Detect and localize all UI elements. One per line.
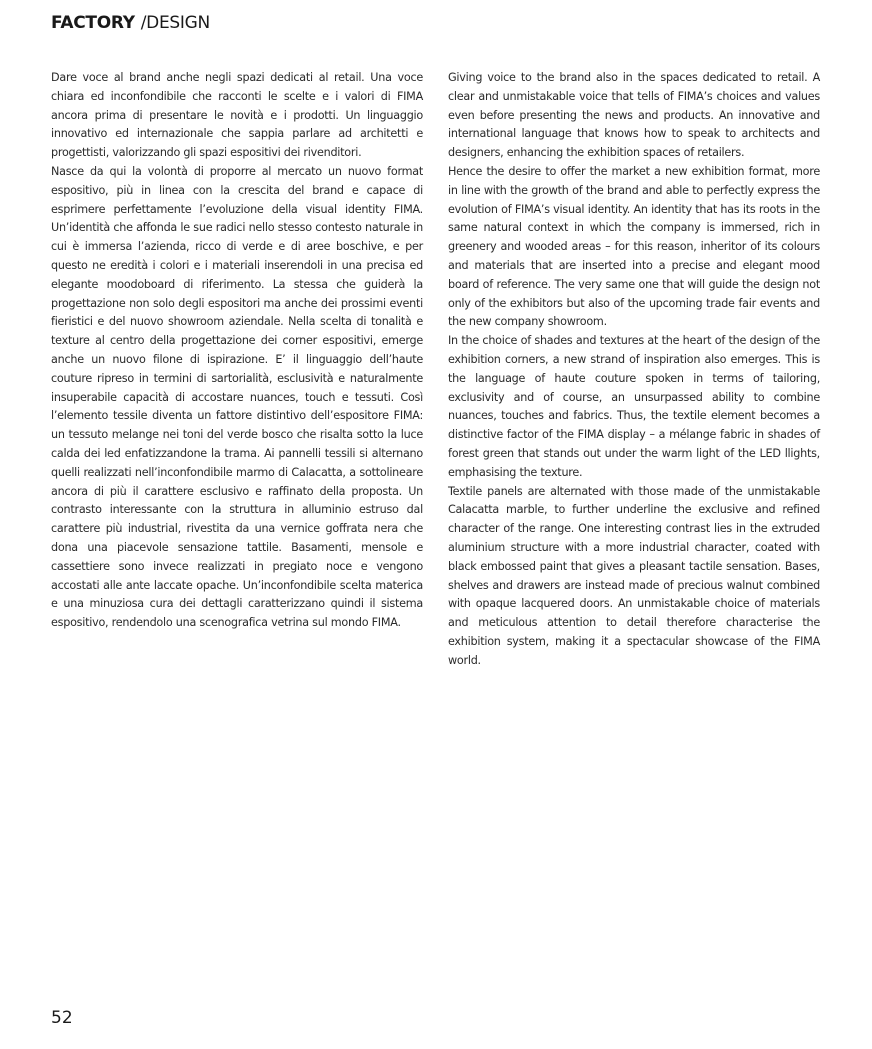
- page-number: 52: [51, 1008, 73, 1028]
- english-paragraph-1: Giving voice to the brand also in the spaces dedicated to retail. A clear and unmistakable voice that tells of FIMA’s choices and values even before presenting the news and products. An innovative and international language that knows how to speak to architects and designers, enhancing the exhibition spaces of retailers.: [448, 71, 820, 160]
- italian-paragraph-1: Dare voce al brand anche negli spazi dedicati al retail. Una voce chiara ed inconfondibile che racconti le scelte e i valori di FIMA ancora prima di presentare le novità e i prodotti. Un linguaggio innovativo ed internazionale che sappia parlare ad architetti e progettisti, valorizzando gli spazi espositivi dei rivenditori.: [51, 71, 423, 160]
- header-brand: FACTORY: [51, 13, 135, 33]
- english-paragraph-3: In the choice of shades and textures at the heart of the design of the exhibition corners, a new strand of inspiration also emerges. This is the language of haute couture spoken in terms of tailoring, exclusivity and of course, an unsurpassed ability to combine nuances, touches and fabrics. Thus, the textile element becomes a distinctive factor of the FIMA display – a mélange fabric in shades of forest green that stands out under the warm light of the LED llights, emphasising the texture.: [448, 334, 820, 479]
- italian-text-column: [51, 69, 423, 633]
- english-paragraph-4: Textile panels are alternated with those made of the unmistakable Calacatta marble, to further underline the exclusive and refined character of the range. One interesting contrast lies in the extruded aluminium structure with a more industrial character, coated with black embossed paint that gives a pleasant tactile sensation. Bases, shelves and drawers are instead made of precious walnut combined with opaque lacquered doors. An unmistakable choice of materials and meticulous attention to detail therefore characterise the exhibition system, making it a spectacular showcase of the FIMA world.: [448, 484, 820, 667]
- header-separator: /: [140, 13, 147, 33]
- english-paragraph-2: Hence the desire to offer the market a new exhibition format, more in line with the growth of the brand and able to perfectly express the evolution of FIMA’s visual identity. An identity that has its roots in the same natural context in which the company is immersed, rich in greenery and wooded areas – for this reason, inheritor of its colours and materials that are inserted into a precise and elegant mood board of reference. The very same one that will guide the design not only of the exhibitors but also of the upcoming trade fair events and the new company showroom.: [448, 164, 820, 329]
- italian-paragraph-2: Nasce da qui la volontà di proporre al mercato un nuovo format espositivo, più in linea con la crescita del brand e capace di esprimere perfettamente l’evoluzione della visual identity FIMA. Un’identità che affonda le sue radici nello stesso contesto naturale in cui è immersa l’azienda, ricco di verde e di aree boschive, e per questo ne eredità i colori e i materiali inserendoli in una precisa ed elegante moodoboard di riferimento. La stessa che guiderà la progettazione non solo degli espositori ma anche dei prossimi eventi fieristici e del nuovo showroom aziendale. Nella scelta di tonalità e texture al centro della progettazione dei corner espositivi, emerge anche un nuovo filone di ispirazione. E’ il linguaggio dell’haute couture ripreso in termini di sartorialità, esclusività e naturalmente insuperabile capacità di accostare nuances, touch e tessuti. Così l’elemento tessile diventa un fattore distintivo dell’espositore FIMA: un tessuto melange nei toni del verde bosco che risalta sotto la luce calda dei led enfatizzandone la trama. Ai pannelli tessili si alternano quelli realizzati nell’inconfondibile marmo di Calacatta, a sottolineare ancora di più il carattere esclusivo e raffinato della proposta. Un contrasto interessante con la struttura in alluminio estruso dal carattere più industrial, rivestita da una vernice goffrata nera che dona una piacevole sensazione tattile. Basamenti, mensole e cassettiere sono invece realizzati in pregiato noce e vengono accostati alle ante laccate opache. Un’inconfondibile scelta materica e una minuziosa cura dei dettagli caratterizzano quindi il sistema espositivo, rendendolo una scenografica vetrina sul mondo FIMA.: [51, 164, 423, 630]
- header-section: DESIGN: [146, 13, 210, 33]
- running-header: [51, 12, 210, 34]
- english-text-column: [448, 69, 820, 671]
